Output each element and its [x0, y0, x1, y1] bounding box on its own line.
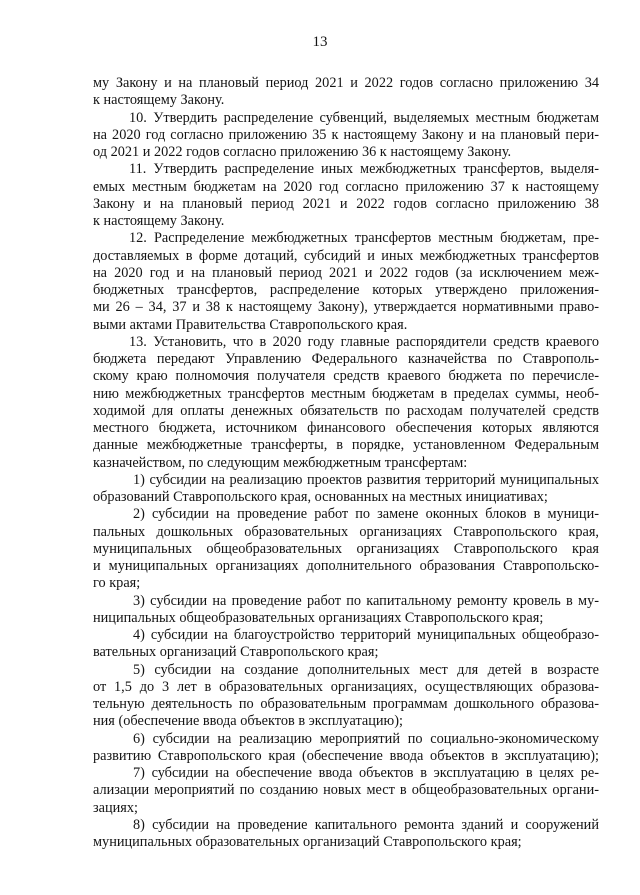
text-line: нию межбюджетных трансфертов местным бюджетам в пределах суммы, необ-	[93, 385, 599, 402]
text-line: вательных организаций Ставропольского края;	[93, 644, 379, 661]
text-line: доставляемых в форме дотаций, субсидий и иных межбюджетных трансфертов	[93, 247, 599, 264]
text-line: местного бюджета, источником финансового обеспечения которых являются	[93, 420, 599, 436]
text-line: бюджетных трансфертов, распределение которых утверждено приложения-	[93, 282, 599, 298]
page-number: 13	[312, 34, 328, 50]
text-line: 13. Установить, что в 2020 году главные распорядители средств краевого	[129, 333, 599, 350]
text-line: и муниципальных организациях дополнительного образования Ставропольско-	[93, 558, 599, 574]
text-line: от 1,5 до 3 лет в образовательных организациях, осуществляющих образова-	[93, 678, 599, 695]
text-line: 1) субсидии на реализацию проектов развития территорий муниципальных	[133, 471, 599, 488]
text-line: на 2020 год согласно приложению 35 к настоящему Закону и на плановый пери-	[93, 126, 599, 143]
text-line: ниципальных общеобразовательных организациях Ставропольского края;	[93, 609, 544, 626]
text-line: пальных дошкольных образовательных организациях Ставропольского края,	[93, 523, 599, 540]
text-line: 10. Утвердить распределение субвенций, выделяемых местным бюджетам	[129, 109, 599, 126]
text-line: 7) субсидии на обеспечение ввода объектов в эксплуатацию в целях ре-	[133, 765, 599, 781]
text-line: му Закону и на плановый период 2021 и 2022 годов согласно приложению 34	[93, 75, 599, 91]
text-line: данные межбюджетные трансферты, в порядке, установленном Федеральным	[93, 437, 599, 454]
text-line: ми 26 – 34, 37 и 38 к настоящему Закону), утверждается нормативными право-	[93, 299, 599, 316]
text-line: од 2021 и 2022 годов согласно приложению 36 к настоящему Закону.	[93, 144, 512, 160]
text-line: 4) субсидии на благоустройство территорий муниципальных общеобразо-	[133, 627, 599, 643]
text-line: тельную деятельность по образовательным программам дошкольного образова-	[93, 696, 599, 712]
text-line: ализации мероприятий по созданию новых мест в общеобразовательных органи-	[93, 782, 599, 799]
text-line: 11. Утвердить распределение иных межбюджетных трансфертов, выделя-	[129, 161, 599, 178]
text-line: муниципальных образовательных организаций Ставропольского края;	[93, 834, 522, 850]
text-line: муниципальных общеобразовательных организациях Ставропольского края	[93, 540, 599, 557]
text-line: 2) субсидии на проведение работ по замене оконных блоков в муници-	[133, 506, 599, 523]
text-line: развитию Ставропольского края (обеспечение ввода объектов в эксплуатацию);	[93, 747, 599, 764]
text-line: бюджета передают Управлению Федерального казначейства по Ставрополь-	[93, 351, 599, 367]
text-line: 5) субсидии на создание дополнительных мест для детей в возрасте	[133, 661, 599, 678]
text-line: на 2020 год и на плановый период 2021 и 2022 годов (за исключением меж-	[93, 264, 599, 281]
text-line: зациях;	[93, 799, 138, 816]
text-line: 12. Распределение межбюджетных трансфертов местным бюджетам, пре-	[129, 230, 599, 247]
text-line: 8) субсидии на проведение капитального ремонта зданий и сооружений	[133, 816, 599, 833]
document-body	[93, 75, 599, 851]
text-line: Закону и на плановый период 2021 и 2022 годов согласно приложению 38	[93, 195, 599, 212]
text-line: образований Ставропольского края, основанных на местных инициативах;	[93, 489, 548, 505]
text-line: скому краю полномочия получателя средств краевого бюджета по перечисле-	[93, 368, 599, 385]
text-line: ния (обеспечение ввода объектов в эксплуатацию);	[93, 713, 403, 730]
text-line: го края;	[93, 575, 141, 592]
text-line: к настоящему Закону.	[93, 213, 225, 229]
text-line: емых местным бюджетам на 2020 год согласно приложению 37 к настоящему	[93, 178, 599, 195]
text-line: к настоящему Закону.	[93, 92, 225, 109]
text-line: 3) субсидии на проведение работ по капитальному ремонту кровель в му-	[133, 592, 599, 609]
text-line: казначейством, по следующим межбюджетным трансфертам:	[93, 454, 468, 471]
text-line: выми актами Правительства Ставропольского края.	[93, 316, 408, 333]
text-line: 6) субсидии на реализацию мероприятий по социально-экономическому	[133, 730, 599, 747]
text-line: ходимой для оплаты денежных обязательств по расходам получателей средств	[93, 402, 599, 419]
